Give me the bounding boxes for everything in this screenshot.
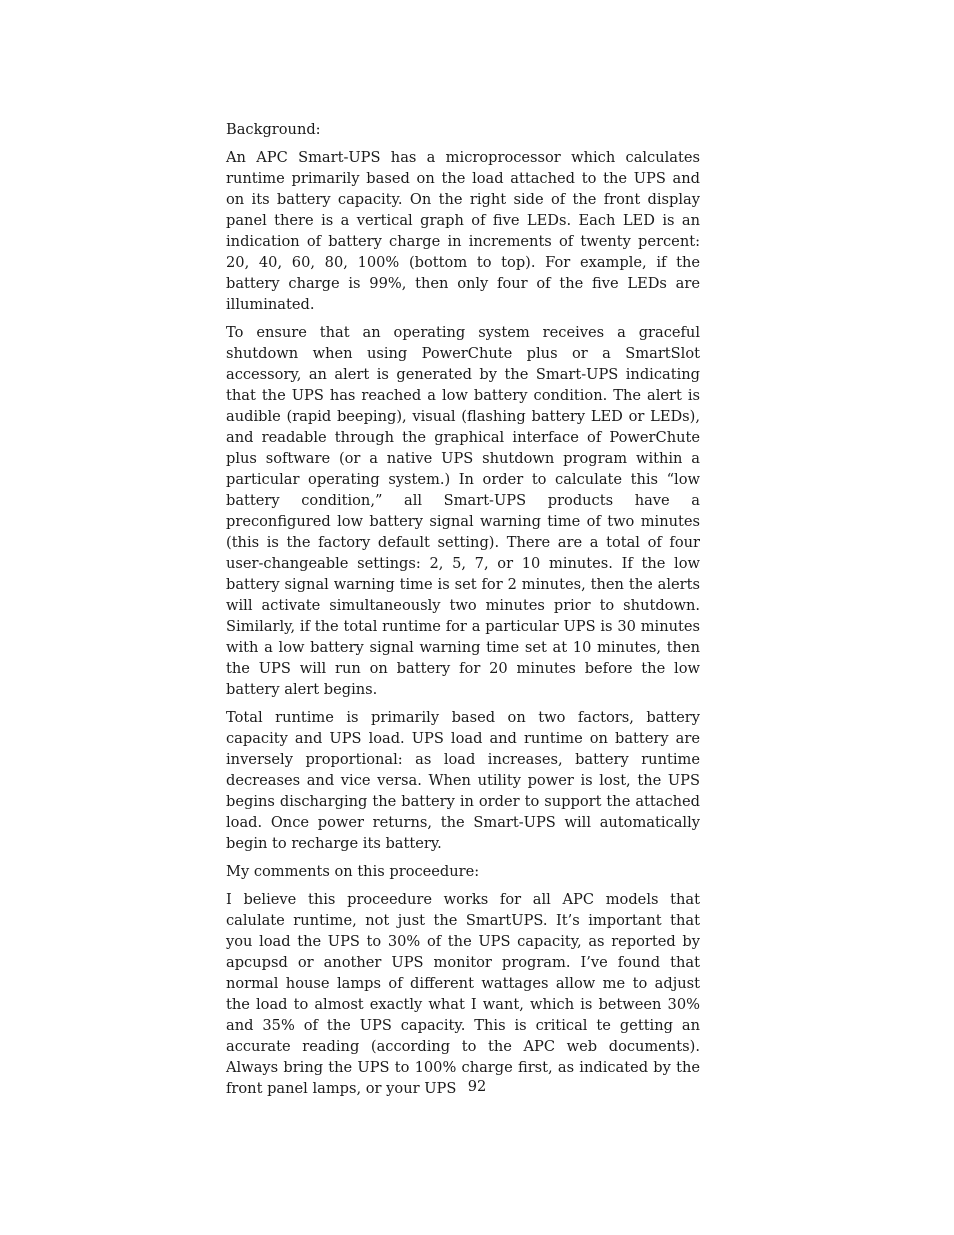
paragraph-runtime-intro: An APC Smart-UPS has a microprocessor which calculates runtime primarily based on the load attached to the UPS and on its battery capacity. On the right side of the front display panel there is a vertical graph of five LEDs. Each LED is an indication of battery charge in increments of twenty percent: 20, 40, 60, 80, 100% (bottom to top). For example, if the battery charge is 99%, then only four of the five LEDs are illuminated.: [226, 149, 700, 313]
page-number: 92: [467, 1078, 487, 1095]
paragraph-comments-heading: My comments on this proceedure:: [226, 863, 480, 880]
paragraph-total-runtime: Total runtime is primarily based on two factors, battery capacity and UPS load. UPS load and runtime on battery are inversely proportional: as load increases, battery runtime decreases and vice versa. When utility power is lost, the UPS begins discharging the battery in order to support the attached load. Once power returns, the Smart-UPS will automatically begin to recharge its battery.: [226, 709, 700, 852]
paragraph-low-battery-alert: To ensure that an operating system receives a graceful shutdown when using PowerChute plus or a SmartSlot accessory, an alert is generated by the Smart-UPS indicating that the UPS has reached a low battery condition. The alert is audible (rapid beeping), visual (flashing battery LED or LEDs), and readable through the graphical interface of PowerChute plus software (or a native UPS shutdown program within a particular operating system.) In order to calculate this “low battery condition,” all Smart-UPS products have a preconfigured low battery signal warning time of two minutes (this is the factory default setting). There are a total of four user-changeable settings: 2, 5, 7, or 10 minutes. If the low battery signal warning time is set for 2 minutes, then the alerts will activate simultaneously two minutes prior to shutdown. Similarly, if the total runtime for a particular UPS is 30 minutes with a low battery signal warning time set at 10 minutes, then the UPS will run on battery for 20 minutes before the low battery alert begins.: [226, 324, 700, 698]
paragraph-comments-body: I believe this proceedure works for all APC models that calulate runtime, not just the SmartUPS. It’s important that you load the UPS to 30% of the UPS capacity, as reported by apcupsd or another UPS monitor program. I’ve found that normal house lamps of different wattages allow me to adjust the load to almost exactly what I want, which is between 30% and 35% of the UPS capacity. This is critical te getting an accurate reading (according to the APC web documents). Always bring the UPS to 100% charge first, as indicated by the front panel lamps, or your UPS: [226, 891, 700, 1097]
paragraph-background-heading: Background:: [226, 121, 321, 138]
body-text: [226, 119, 700, 1106]
